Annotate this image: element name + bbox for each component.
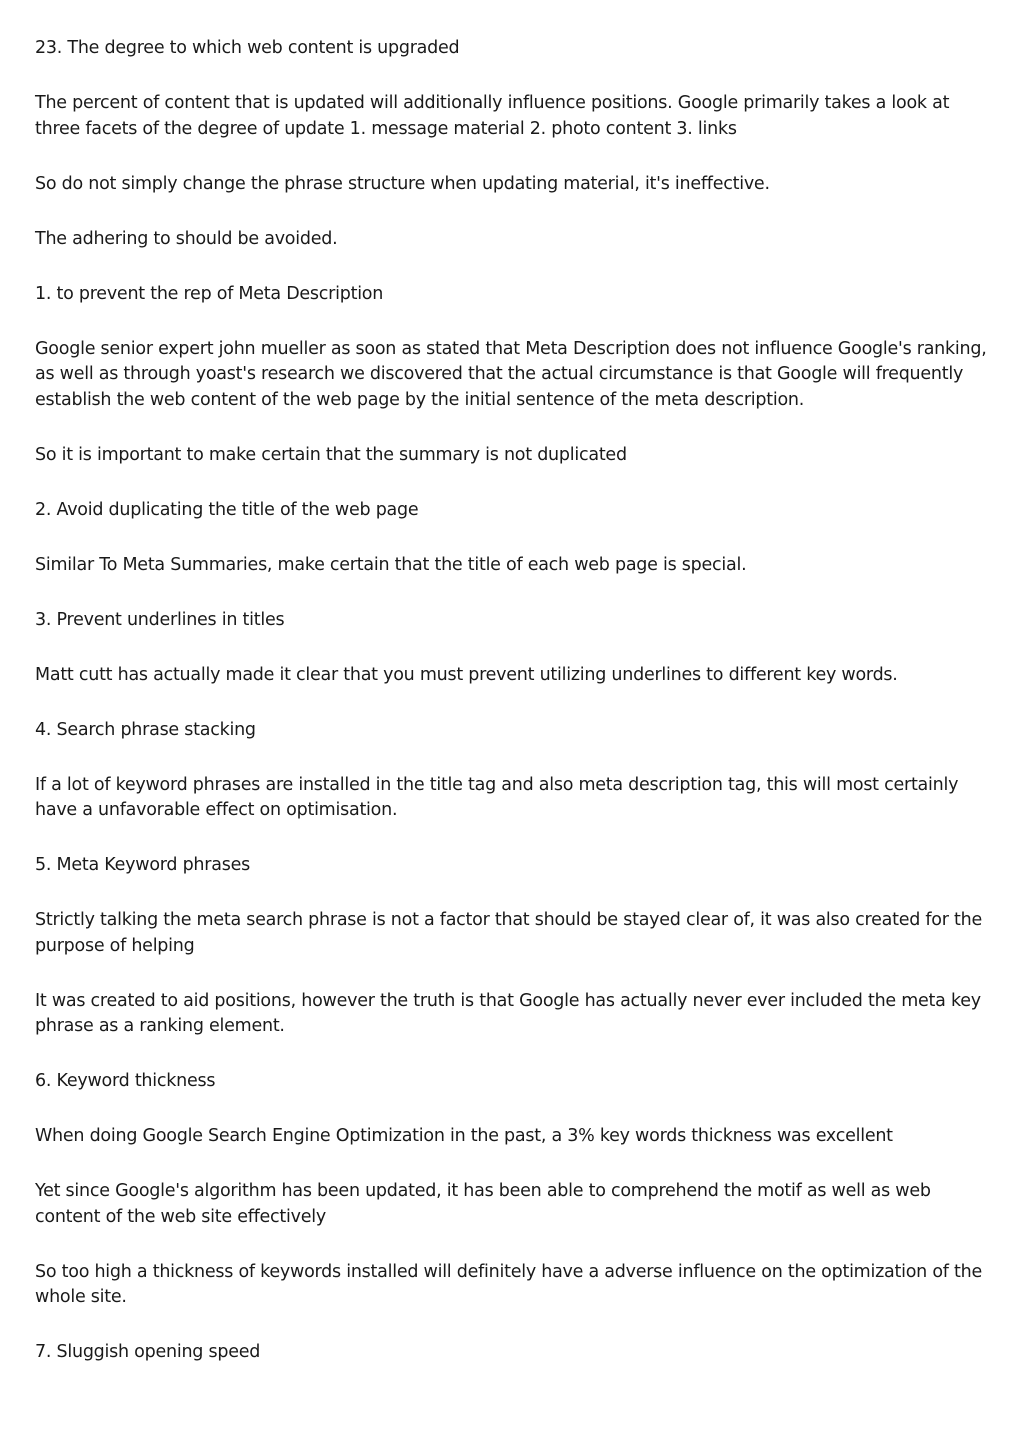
list-item-heading: 3. Prevent underlines in titles [35,609,285,630]
paragraph: When doing Google Search Engine Optimization in the past, a 3% key words thickness was excellent [35,1126,893,1146]
list-item-heading: 6. Keyword thickness [35,1071,216,1091]
paragraph: Google senior expert john mueller as soon as stated that Meta Description does not influence Google's ranking, as well as through yoast's research we discovered that the actual circumstance is that Google will frequently establish the web content of the web page by the initial sentence of the meta description. [35,338,987,410]
section-heading: 23. The degree to which web content is upgraded [35,38,460,58]
list-item-heading: 2. Avoid duplicating the title of the web page [35,499,419,520]
paragraph: So too high a thickness of keywords installed will definitely have a adverse influence on the optimization of the whole site. [35,1261,982,1307]
list-item-heading: 1. to prevent the rep of Meta Description [35,283,384,304]
paragraph: So do not simply change the phrase structure when updating material, it's ineffective. [35,173,770,194]
document-body [35,36,995,1395]
paragraph: Matt cutt has actually made it clear that you must prevent utilizing underlines to different key words. [35,664,898,685]
paragraph: If a lot of keyword phrases are installed in the title tag and also meta description tag, this will most certainly have a unfavorable effect on optimisation. [35,774,959,820]
list-item-heading: 7. Sluggish opening speed [35,1342,261,1362]
paragraph: Strictly talking the meta search phrase is not a factor that should be stayed clear of, it was also created for the purpose of helping [35,910,982,956]
paragraph: Yet since Google's algorithm has been updated, it has been able to comprehend the motif as well as web content of the web site effectively [35,1181,931,1227]
paragraph: So it is important to make certain that the summary is not duplicated [35,444,627,465]
list-item-heading: 4. Search phrase stacking [35,719,256,740]
paragraph: The adhering to should be avoided. [35,228,338,249]
paragraph: Similar To Meta Summaries, make certain that the title of each web page is special. [35,554,747,575]
paragraph: It was created to aid positions, however the truth is that Google has actually never ever included the meta key phrase as a ranking element. [35,990,981,1036]
paragraph: The percent of content that is updated will additionally influence positions. Google primarily takes a look at three facets of the degree of update 1. message material 2. photo content 3. links [35,93,950,139]
list-item-heading: 5. Meta Keyword phrases [35,855,250,875]
